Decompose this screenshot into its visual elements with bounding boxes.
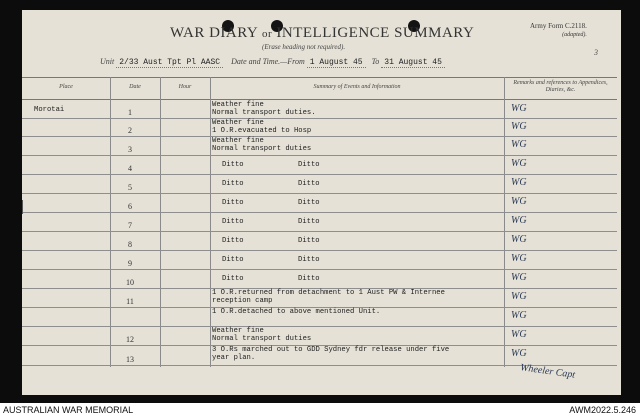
ditto-text: Ditto bbox=[298, 218, 320, 226]
initials-signature: WG bbox=[511, 291, 527, 302]
date-cell: 9 bbox=[128, 259, 132, 268]
title-war-diary: WAR DIARY bbox=[170, 25, 258, 41]
summary-cell bbox=[212, 138, 311, 153]
column-place: Place bbox=[59, 84, 73, 90]
ditto-text: Ditto bbox=[298, 275, 320, 283]
date-cell: 10 bbox=[126, 278, 134, 287]
date-cell: 5 bbox=[128, 183, 132, 192]
table-row bbox=[22, 307, 617, 326]
initials-signature: WG bbox=[511, 177, 527, 188]
to-value: 31 August 45 bbox=[381, 58, 445, 68]
summary-line: Normal transport duties bbox=[212, 334, 312, 343]
initials-signature: WG bbox=[511, 272, 527, 283]
summary-line: Normal transport duties bbox=[212, 144, 312, 153]
date-cell: 1 bbox=[128, 108, 132, 117]
summary-line: 1 O.R.returned from detachment to 1 Aust PW & Internee bbox=[212, 289, 445, 297]
initials-signature: WG bbox=[511, 215, 527, 226]
date-cell: 12 bbox=[126, 335, 134, 344]
ditto-text: Ditto bbox=[298, 237, 320, 245]
table-header bbox=[22, 77, 617, 99]
initials-signature: WG bbox=[511, 121, 527, 132]
table-row bbox=[22, 174, 617, 193]
column-hour: Hour bbox=[178, 84, 192, 90]
ditto-text: Ditto bbox=[298, 199, 320, 207]
initials-signature: WG bbox=[511, 310, 527, 321]
summary-line: year plan. bbox=[212, 353, 256, 362]
margin-mark bbox=[22, 200, 23, 214]
summary-cell bbox=[212, 347, 449, 362]
title-or: or bbox=[261, 28, 273, 40]
date-cell: 6 bbox=[128, 202, 132, 211]
initials-signature: WG bbox=[511, 196, 527, 207]
from-value: 1 August 45 bbox=[307, 58, 366, 68]
date-cell: 13 bbox=[126, 355, 134, 364]
initials-signature: WG bbox=[511, 139, 527, 150]
table-row bbox=[22, 212, 617, 231]
column-date: Date bbox=[129, 84, 141, 90]
ditto-text: Ditto bbox=[222, 180, 244, 188]
initials-signature: WG bbox=[511, 103, 527, 114]
ditto-text: Ditto bbox=[298, 256, 320, 264]
summary-line: Weather fine bbox=[212, 101, 264, 109]
summary-line: Weather fine bbox=[212, 119, 264, 127]
date-label: Date and Time.—From bbox=[231, 57, 305, 66]
place-cell: Morotai bbox=[34, 106, 65, 114]
ditto-text: Ditto bbox=[222, 218, 244, 226]
table-row bbox=[22, 155, 617, 174]
table-row bbox=[22, 136, 617, 155]
footer-accession-number: AWM2022.5.246 bbox=[569, 405, 636, 415]
table-row bbox=[22, 118, 617, 136]
initials-signature: WG bbox=[511, 234, 527, 245]
date-cell: 7 bbox=[128, 221, 132, 230]
initials-signature: WG bbox=[511, 348, 527, 359]
summary-cell bbox=[212, 328, 311, 343]
form-adapted: (adapted). bbox=[562, 32, 587, 38]
unit-label: Unit bbox=[100, 57, 115, 66]
unit-line bbox=[100, 57, 445, 67]
summary-line: 3 O.Rs marched out to GDD Sydney fdr release under five bbox=[212, 346, 450, 354]
header-note: (Erase heading not required). bbox=[262, 43, 346, 51]
ditto-text: Ditto bbox=[222, 199, 244, 207]
table-row bbox=[22, 326, 617, 345]
unit-value: 2/33 Aust Tpt Pl AASC bbox=[116, 58, 223, 68]
initials-signature: WG bbox=[511, 253, 527, 264]
initials-signature: WG bbox=[511, 158, 527, 169]
summary-line: 1 O.R.detached to above mentioned Unit. bbox=[212, 308, 381, 316]
column-remarks: Remarks and references to Appendices, Diaries, &c. bbox=[513, 80, 608, 93]
summary-line: reception camp bbox=[212, 296, 273, 305]
title-intelligence-summary: INTELLIGENCE SUMMARY bbox=[276, 25, 475, 41]
page-title bbox=[170, 25, 474, 42]
summary-cell bbox=[212, 120, 311, 135]
ditto-text: Ditto bbox=[298, 180, 320, 188]
to-label: To bbox=[371, 57, 380, 66]
ditto-text: Ditto bbox=[222, 161, 244, 169]
date-cell: 2 bbox=[128, 126, 132, 135]
summary-line: Normal transport duties. bbox=[212, 108, 316, 117]
summary-cell bbox=[212, 309, 380, 317]
table-row bbox=[22, 231, 617, 250]
date-cell: 3 bbox=[128, 145, 132, 154]
table-row bbox=[22, 100, 617, 118]
table-row bbox=[22, 193, 617, 212]
summary-line: 1 O.R.evacuated to Hosp bbox=[212, 126, 312, 135]
table-row bbox=[22, 250, 617, 269]
form-name: Army Form C.2118. bbox=[530, 22, 587, 30]
initials-signature: WG bbox=[511, 329, 527, 340]
army-form-label bbox=[530, 22, 587, 40]
table-row bbox=[22, 288, 617, 307]
table-row bbox=[22, 269, 617, 288]
ditto-text: Ditto bbox=[298, 161, 320, 169]
table-row bbox=[22, 345, 617, 365]
pencil-mark: 3 bbox=[594, 48, 598, 57]
date-cell: 4 bbox=[128, 164, 132, 173]
date-cell: 8 bbox=[128, 240, 132, 249]
summary-line: Weather fine bbox=[212, 137, 264, 145]
ditto-text: Ditto bbox=[222, 237, 244, 245]
date-cell: 11 bbox=[126, 297, 134, 306]
summary-cell bbox=[212, 290, 445, 305]
ditto-text: Ditto bbox=[222, 275, 244, 283]
summary-line: Weather fine bbox=[212, 327, 264, 335]
footer-institution: AUSTRALIAN WAR MEMORIAL bbox=[3, 405, 134, 415]
ditto-text: Ditto bbox=[222, 256, 244, 264]
column-summary: Summary of Events and Information bbox=[313, 84, 401, 90]
signature: Wheeler Capt bbox=[519, 362, 576, 381]
summary-cell bbox=[212, 102, 316, 117]
